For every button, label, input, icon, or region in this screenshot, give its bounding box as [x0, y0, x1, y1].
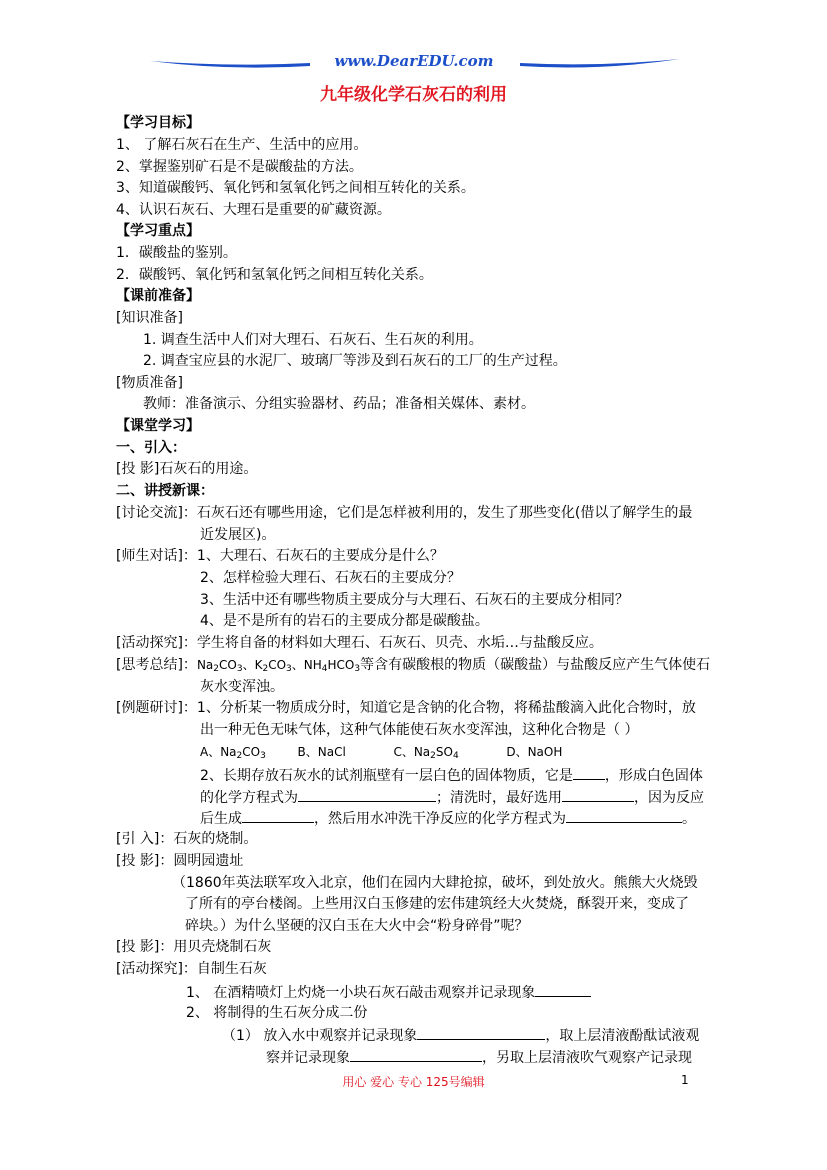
option-b[interactable]: B、NaCl: [297, 745, 346, 759]
text-line: 后生成 ，然后用水冲洗干净反应的化学方程式为 。: [200, 811, 696, 827]
formula-na2co3: $Na_2CO_3$: [196, 658, 243, 674]
answer-blank[interactable]: [535, 983, 591, 997]
text-line: [物质准备]: [116, 375, 183, 391]
text-line: 教师：准备演示、分组实验器材、药品；准备相关媒体、素材。: [143, 396, 535, 412]
answer-blank[interactable]: [562, 788, 634, 802]
text-line: [活动探究]：学生将自备的材料如大理石、石灰石、贝壳、水垢…与盐酸反应。: [116, 635, 603, 651]
site-logo[interactable]: www.DearEDU.com: [334, 52, 494, 70]
summary-label: [思考总结]：: [116, 657, 197, 673]
text-line: [知识准备]: [116, 310, 183, 326]
text-line: [投 影]：用贝壳烧制石灰: [116, 939, 272, 955]
text-line: [师生对话]：1、大理石、石灰石的主要成分是什么？: [116, 548, 444, 564]
text-line: 2．碳酸钙、氧化钙和氢氧化钙之间相互转化关系。: [116, 267, 433, 283]
answer-blank[interactable]: [417, 1026, 545, 1040]
text-line: 出一种无色无味气体，这种气体能使石灰水变浑浊，这种化合物是（ ）: [200, 722, 639, 738]
text-line: 1．碳酸盐的鉴别。: [116, 245, 237, 261]
text-line: （1） 放入水中观察并记录现象 ，取上层清液酚酞试液观: [222, 1028, 700, 1044]
text-line: 了所有的亭台楼阁。上些用汉白玉修建的宏伟建筑经大火焚烧，酥裂开来，变成了: [185, 896, 689, 912]
text-line: 近发展区)。: [200, 527, 276, 543]
text-line: [讨论交流]：石灰石还有哪些用途，它们是怎样被利用的，发生了那些变化(借以了解学生的最: [116, 505, 693, 521]
answer-blank[interactable]: [242, 809, 314, 823]
page-title: 九年级化学石灰石的利用: [320, 85, 507, 105]
section-heading: 一、引入：: [116, 440, 186, 456]
text-line: 2、 将制得的生石灰分成二份: [186, 1005, 368, 1021]
text-line: 灰水变浑浊。: [200, 679, 284, 695]
answer-options: [200, 745, 562, 759]
text-line: 2. 调查宝应县的水泥厂、玻璃厂等涉及到石灰石的工厂的生产过程。: [143, 353, 567, 369]
option-d[interactable]: D、NaOH: [506, 745, 563, 759]
section-heading: 二、讲授新课：: [116, 483, 214, 499]
text-line: 3、知道碳酸钙、氧化钙和氢氧化钙之间相互转化的关系。: [116, 180, 475, 196]
text-line: 2、怎样检验大理石、石灰石的主要成分？: [200, 570, 461, 586]
formula-nh4hco3: 、$NH_4HCO_3$: [291, 658, 361, 674]
text-line: 的化学方程式为 ；清洗时，最好选用 ，因为反应: [200, 790, 704, 806]
option-c[interactable]: C、$Na_2SO_4$: [393, 745, 459, 761]
answer-blank[interactable]: [573, 766, 605, 780]
section-heading: 【学习重点】: [116, 223, 200, 239]
text-line: 1、 了解石灰石在生产、生活中的应用。: [116, 137, 368, 153]
page-footer: 用心 爱心 专心 125号编辑: [342, 1075, 485, 1089]
text-line: 4、是不是所有的岩石的主要成分都是碳酸盐。: [200, 613, 489, 629]
section-heading: 【学习目标】: [116, 115, 200, 131]
text-line: [例题研讨]：1、分析某一物质成分时，知道它是含钠的化合物，将稀盐酸滴入此化合物时，放: [116, 700, 696, 716]
answer-blank[interactable]: [566, 809, 682, 823]
section-heading: 【课前准备】: [116, 288, 200, 304]
text-line: [投 影]石灰石的用途。: [116, 461, 258, 477]
option-a[interactable]: A、$Na_2CO_3$: [200, 745, 266, 761]
answer-blank[interactable]: [350, 1048, 482, 1062]
text-line: 碎块。）为什么坚硬的汉白玉在大火中会“粉身碎骨”呢？: [185, 918, 529, 934]
text-line: 1. 调查生活中人们对大理石、石灰石、生石灰的利用。: [143, 332, 483, 348]
text-line: 察并记录现象 ，另取上层清液吹气观察产记录现: [266, 1050, 692, 1066]
answer-blank[interactable]: [298, 788, 436, 802]
section-heading: 【课堂学习】: [116, 418, 200, 434]
page-number: 1: [681, 1073, 689, 1087]
text-line: （1860年英法联军攻入北京，他们在园内大肆抢掠，破坏，到处放火。熊熊大火烧毁: [172, 875, 698, 891]
text-line: [投 影]：圆明园遗址: [116, 853, 244, 869]
text-line: [活动探究]：自制生石灰: [116, 961, 267, 977]
text-line: 2、掌握鉴别矿石是不是碳酸盐的方法。: [116, 159, 363, 175]
text-line: 1、 在酒精喷灯上灼烧一小块石灰石敲击观察并记录现象: [186, 983, 591, 1001]
summary-line: [思考总结]：$Na_2CO_3$、$K_2CO_3$、$NH_4HCO_3$等含有碳酸根的物质（碳酸盐）与盐酸反应产生气体使石: [116, 657, 711, 674]
formula-k2co3: 、$K_2CO_3$: [242, 658, 292, 674]
text-line: 3、生活中还有哪些物质主要成分与大理石、石灰石的主要成分相同？: [200, 592, 629, 608]
text-line: 2、长期存放石灰水的试剂瓶壁有一层白色的固体物质，它是 ，形成白色固体: [200, 768, 703, 784]
text-line: [引 入]：石灰的烧制。: [116, 831, 258, 847]
text-line: 4、认识石灰石、大理石是重要的矿藏资源。: [116, 202, 391, 218]
